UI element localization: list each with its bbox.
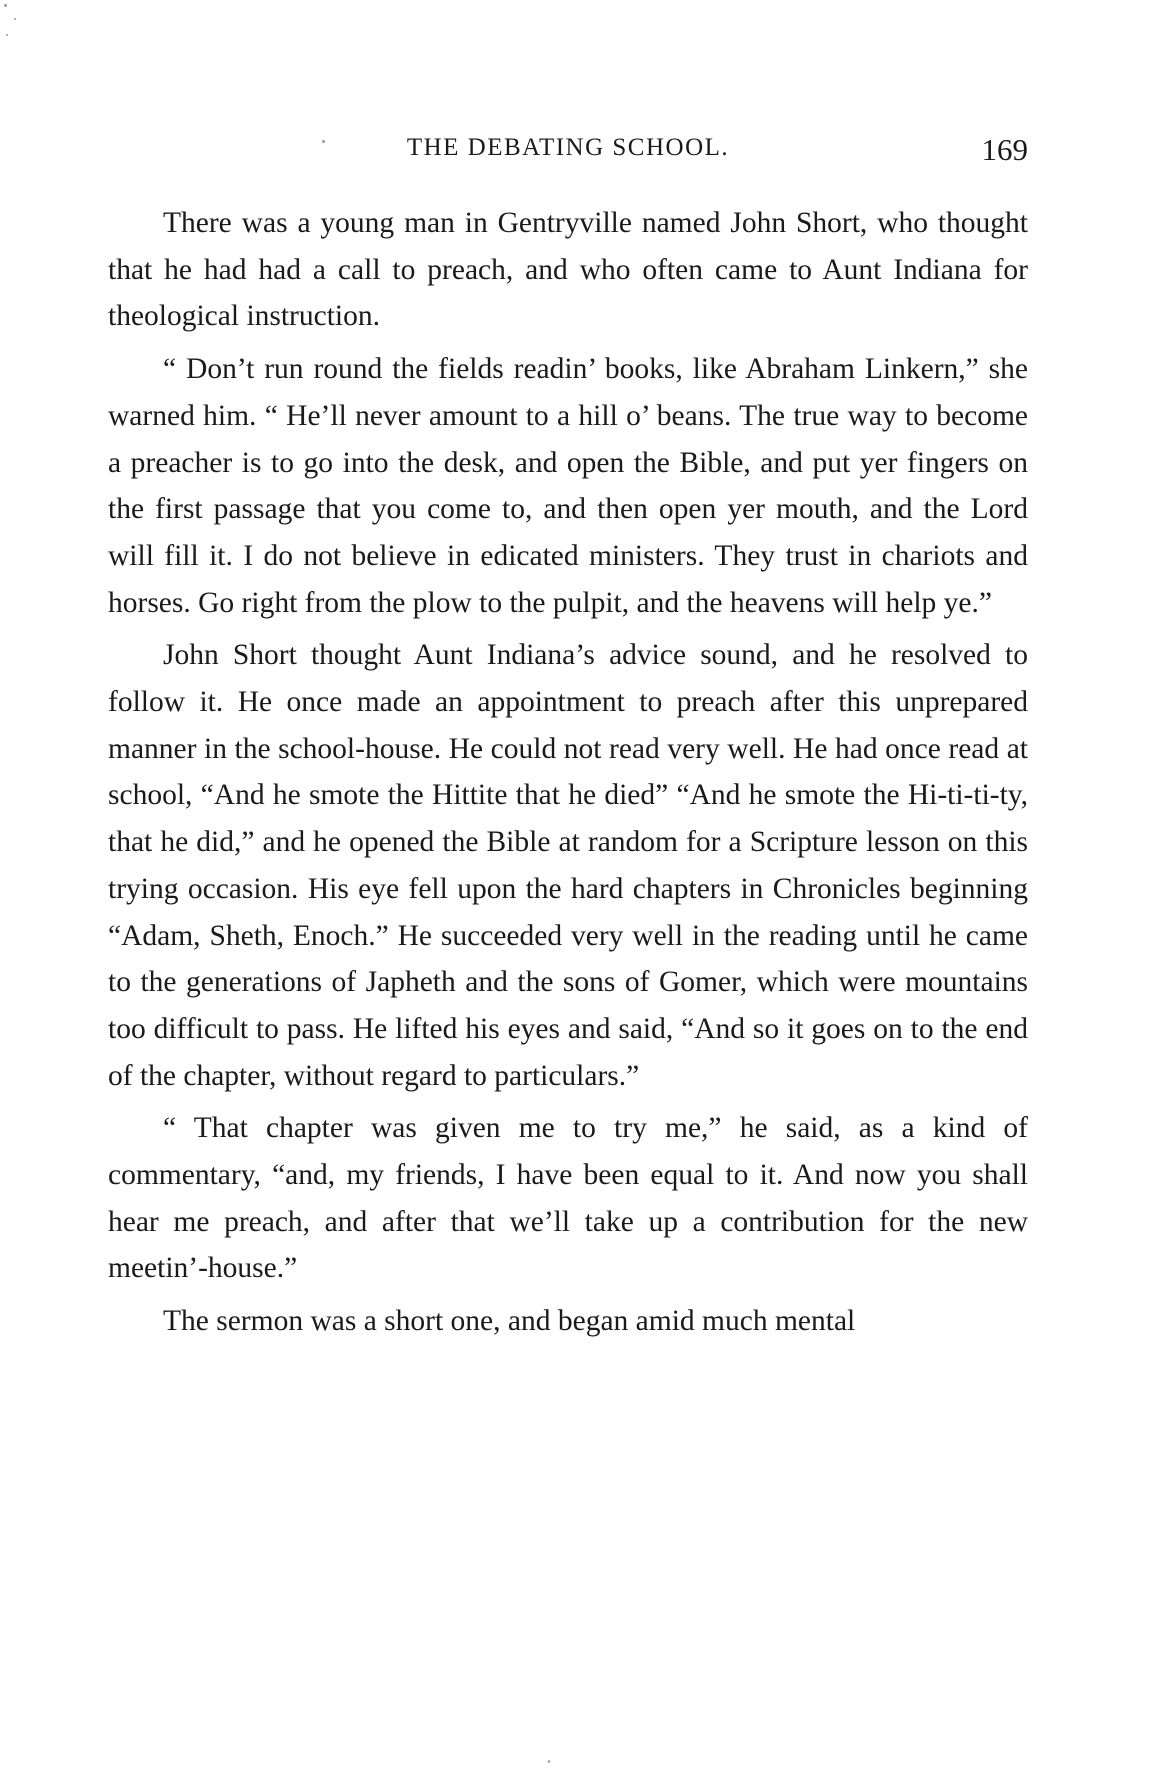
scan-speck bbox=[14, 18, 16, 20]
scan-speck bbox=[6, 34, 8, 36]
paragraph-3: John Short thought Aunt Indiana’s advice sound, and he resolved to follow it. He once made an appointment to preach after this unprepared manner in the school-house. He could not read very well. He had once read at school, “And he smote the Hittite that he died” “And he smote the Hi-ti-ti-ty, that he did,” and he opened the Bible at random for a Scripture lesson on this trying occasion. His eye fell upon the hard chapters in Chronicles beginning “Adam, Sheth, Enoch.” He succeeded very well in the reading until he came to the generations of Japheth and the sons of Gomer, which were mountains too difficult to pass. He lifted his eyes and said, “And so it goes on to the end of the chapter, without regard to particulars.” bbox=[108, 639, 1028, 1092]
scan-speck bbox=[548, 1760, 550, 1763]
paragraph-5: The sermon was a short one, and began amid much mental bbox=[163, 1305, 856, 1338]
page-number: 169 bbox=[981, 132, 1028, 167]
paragraph-2: “ Don’t run round the fields readin’ books, like Abraham Linkern,” she warned him. “ He’ll never amount to a hill o’ beans. The true way to become a preacher is to go into the desk, and open the Bible, and put yer fingers on the first passage that you come to, and then open yer mouth, and the Lord will fill it. I do not believe in edicated ministers. They trust in chariots and horses. Go right from the plow to the pulpit, and the heavens will help ye.” bbox=[108, 353, 1028, 619]
running-title: THE DEBATING SCHOOL. bbox=[406, 134, 730, 161]
scan-speck bbox=[322, 140, 325, 143]
paragraph-1: There was a young man in Gentryville named John Short, who thought that he had had a call to preach, and who often came to Aunt Indiana for theological instruction. bbox=[108, 207, 1028, 333]
paragraph-4: “ That chapter was given me to try me,” he said, as a kind of commentary, “and, my friends, I have been equal to it. And now you shall hear me preach, and after that we’ll take up a contribution for the new meetin’-house.” bbox=[108, 1112, 1028, 1285]
scan-speck bbox=[4, 4, 7, 7]
body-text bbox=[108, 200, 1028, 1351]
running-head bbox=[108, 128, 1028, 168]
